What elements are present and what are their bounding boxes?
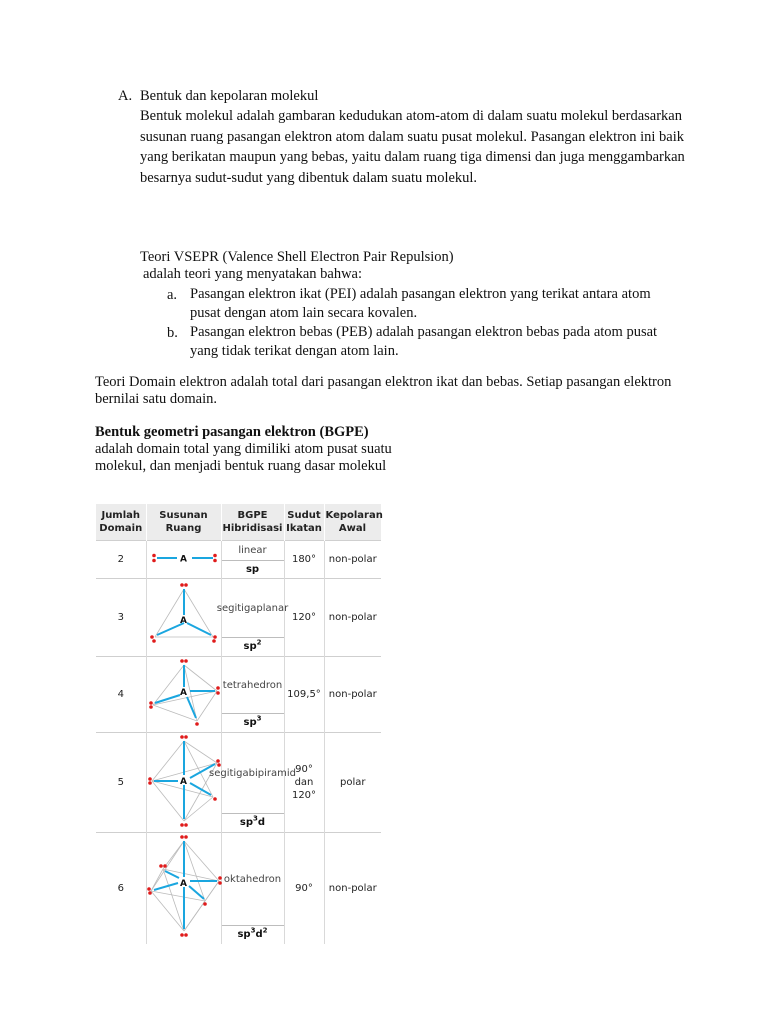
- domain-count: 4: [96, 656, 146, 732]
- bond-angle: 90° dan 120°: [284, 732, 324, 832]
- domain-count: 5: [96, 732, 146, 832]
- central-atom-label: A: [179, 878, 187, 889]
- section-a-body: Bentuk molekul adalah gambaran kedudukan atom-atom di dalam suatu molekul berdasarkan susunan ruang pasangan elektron atom dalam suatu pusat molekul. Pasangan elektron ini baik yang berikatan maupun yang bebas, yaitu dalam ruang tiga dimensi dan juga menggambarkan besarnya sudut-sudut yang dibentuk dalam suatu molekul.: [140, 108, 685, 186]
- section-a-title: Bentuk dan kepolaran molekul: [140, 88, 319, 104]
- list-item: [167, 285, 667, 323]
- table-row: [96, 832, 381, 944]
- vsepr-subtitle: adalah teori yang menyatakan bahwa:: [143, 266, 363, 282]
- central-atom-label: A: [179, 615, 187, 626]
- geometry-name: segitiga planar: [216, 602, 289, 614]
- bond-angle: 90°: [284, 832, 324, 944]
- arrangement-cell: [146, 656, 221, 732]
- domain-count: 2: [96, 540, 146, 578]
- header-sudut-ikatan: Sudut Ikatan: [284, 504, 324, 540]
- hybridization: $sp^3d$: [222, 813, 284, 831]
- section-a-marker: A.: [118, 88, 133, 104]
- list-item: [167, 323, 667, 361]
- bgpe-cell: [208, 732, 297, 832]
- central-atom-label: A: [179, 554, 187, 564]
- hybridization: $sp^3d^2$: [222, 925, 284, 943]
- polarity: non-polar: [324, 832, 381, 944]
- table-header-row: [96, 504, 381, 540]
- tetrahedral-geometry-diagram: [147, 657, 222, 729]
- bgpe-cell: [221, 832, 284, 944]
- vsepr-title: Teori VSEPR (Valence Shell Electron Pair Repulsion): [140, 249, 454, 265]
- geometry-name: oktahedron: [223, 873, 282, 885]
- table-row: [96, 540, 381, 578]
- polarity: polar: [324, 732, 381, 832]
- list-marker: b.: [167, 325, 178, 341]
- arrangement-cell: [146, 578, 221, 656]
- polarity: non-polar: [324, 656, 381, 732]
- table-row: [96, 656, 381, 732]
- bgpe-cell: [216, 578, 289, 656]
- central-atom-label: A: [179, 687, 187, 698]
- header-kepolaran-awal: Kepolaran Awal: [324, 504, 381, 540]
- hybridization: $sp^2$: [222, 637, 284, 655]
- bgpe-cell: [221, 656, 284, 732]
- hybridization: $sp^3$: [222, 713, 284, 731]
- arrangement-cell: [146, 732, 221, 832]
- octahedral-geometry-diagram: [147, 833, 222, 941]
- domain-count: 3: [96, 578, 146, 656]
- bgpe-table: [96, 504, 381, 944]
- domain-count: 6: [96, 832, 146, 944]
- header-susunan-ruang: Susunan Ruang: [146, 504, 221, 540]
- bond-angle: 109,5°: [284, 656, 324, 732]
- arrangement-cell: [146, 832, 221, 944]
- linear-geometry-diagram: [147, 541, 222, 575]
- trigonal-bipyramidal-geometry-diagram: [147, 733, 222, 829]
- central-atom-label: A: [179, 776, 187, 787]
- list-marker: a.: [167, 287, 178, 303]
- table-row: [96, 732, 381, 832]
- geometry-name: segitiga bipiramid: [208, 767, 297, 779]
- bond-angle: 120°: [284, 578, 324, 656]
- list-text: Pasangan elektron bebas (PEB) adalah pasangan elektron bebas pada atom pusat yang tidak terikat dengan atom lain.: [190, 324, 658, 359]
- section-a-heading: [118, 86, 318, 106]
- list-text: Pasangan elektron ikat (PEI) adalah pasangan elektron yang terikat antara atom pusat dengan atom lain secara kovalen.: [190, 286, 651, 321]
- hybridization: sp: [222, 560, 284, 578]
- polarity: non-polar: [324, 540, 381, 578]
- domain-paragraph: Teori Domain elektron adalah total dari pasangan elektron ikat dan bebas. Setiap pasangan elektron bernilai satu domain.: [95, 374, 672, 407]
- table-row: [96, 578, 381, 656]
- arrangement-cell: [146, 540, 221, 578]
- header-bgpe-hibridisasi: BGPE Hibridisasi: [221, 504, 284, 540]
- bgpe-title: Bentuk geometri pasangan elektron (BGPE): [95, 424, 369, 440]
- header-jumlah-domain: Jumlah Domain: [96, 504, 146, 540]
- geometry-name: linear: [238, 544, 267, 556]
- bgpe-body: adalah domain total yang dimiliki atom pusat suatu molekul, dan menjadi bentuk ruang dasar molekul: [95, 441, 392, 474]
- trigonal-planar-geometry-diagram: [147, 579, 222, 653]
- geometry-name: tetrahedron: [222, 679, 283, 691]
- bond-angle: 180°: [284, 540, 324, 578]
- polarity: non-polar: [324, 578, 381, 656]
- bgpe-cell: [221, 540, 284, 578]
